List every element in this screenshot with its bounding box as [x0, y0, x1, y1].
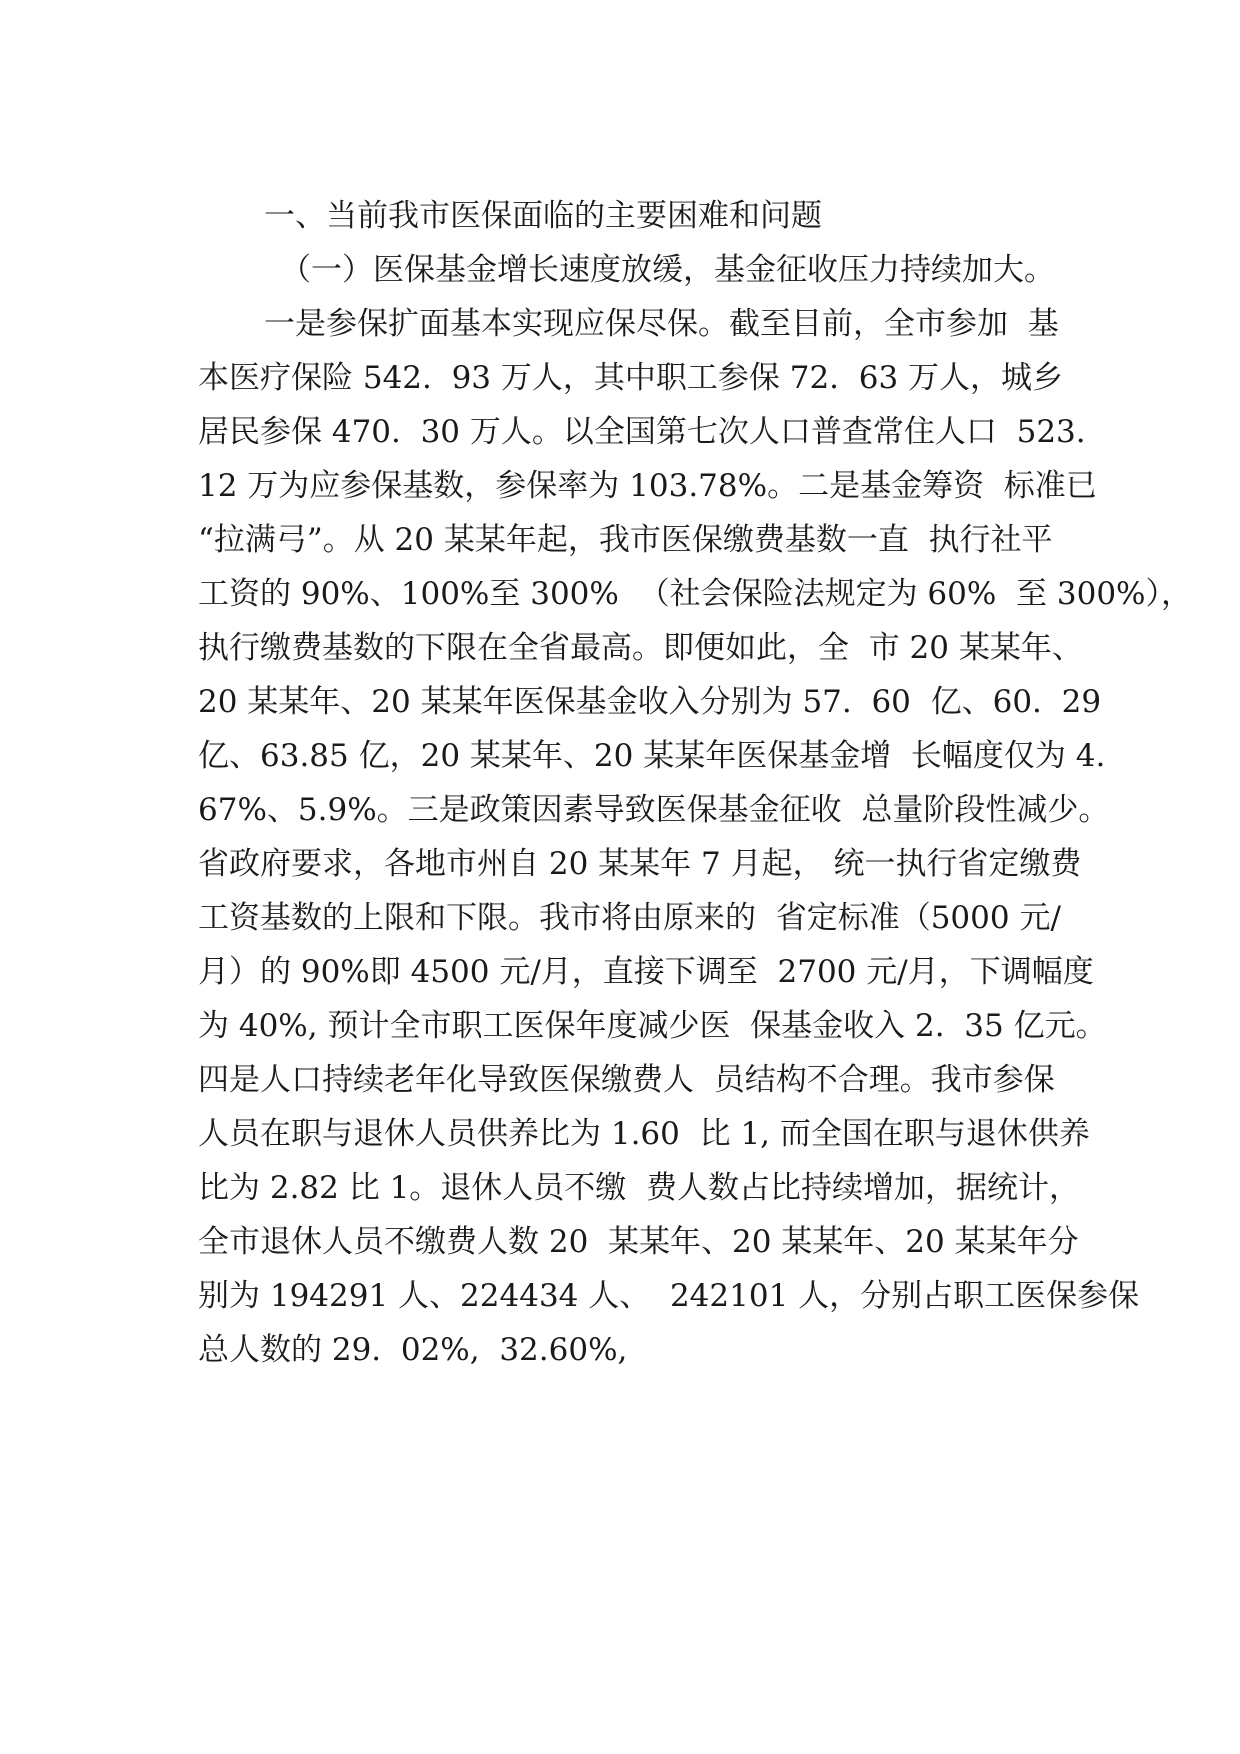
paragraph-line: 67%、5.9%。三是政策因素导致医保基金征收 总量阶段性减少。: [198, 792, 1110, 828]
paragraph-line: 亿、63.85 亿，20 某某年、20 某某年医保基金增 长幅度仅为 4.: [198, 738, 1106, 774]
paragraph-line: 本医疗保险 542. 93 万人，其中职工参保 72. 63 万人，城乡: [198, 360, 1064, 396]
paragraph-line: 省政府要求，各地市州自 20 某某年 7 月起， 统一执行省定缴费: [198, 846, 1082, 882]
paragraph-line: 月）的 90%即 4500 元/月，直接下调至 2700 元/月，下调幅度: [198, 954, 1094, 990]
section-heading: 一、当前我市医保面临的主要困难和问题: [264, 198, 822, 234]
paragraph-line: 工资基数的上限和下限。我市将由原来的 省定标准（5000 元/: [198, 900, 1061, 936]
subsection-heading: （一）医保基金增长速度放缓，基金征收压力持续加大。: [280, 252, 1055, 288]
paragraph-line: 人员在职与退休人员供养比为 1.60 比 1, 而全国在职与退休供养: [198, 1116, 1090, 1152]
paragraph-line: 工资的 90%、100%至 300% （社会保险法规定为 60% 至 300%），: [198, 576, 1193, 612]
paragraph-line: 四是人口持续老年化导致医保缴费人 员结构不合理。我市参保: [198, 1062, 1055, 1098]
paragraph-line: 全市退休人员不缴费人数 20 某某年、20 某某年、20 某某年分: [198, 1224, 1079, 1260]
paragraph-line: 别为 194291 人、224434 人、 242101 人，分别占职工医保参保: [198, 1278, 1140, 1314]
paragraph-line: 居民参保 470. 30 万人。以全国第七次人口普查常住人口 523.: [198, 414, 1086, 450]
paragraph-line: 总人数的 29. 02%, 32.60%,: [198, 1332, 628, 1368]
paragraph-line: 12 万为应参保基数，参保率为 103.78%。二是基金筹资 标准已: [198, 468, 1097, 504]
paragraph-line: 一是参保扩面基本实现应保尽保。截至目前，全市参加 基: [264, 306, 1059, 342]
paragraph-line: 20 某某年、20 某某年医保基金收入分别为 57. 60 亿、60. 29: [198, 684, 1102, 720]
paragraph-line: 执行缴费基数的下限在全省最高。即便如此，全 市 20 某某年、: [198, 630, 1083, 666]
paragraph-line: 为 40%, 预计全市职工医保年度减少医 保基金收入 2. 35 亿元。: [198, 1008, 1107, 1044]
paragraph-line: “拉满弓”。从 20 某某年起，我市医保缴费基数一直 执行社平: [198, 522, 1053, 558]
paragraph-line: 比为 2.82 比 1。退休人员不缴 费人数占比持续增加，据统计，: [198, 1170, 1081, 1206]
